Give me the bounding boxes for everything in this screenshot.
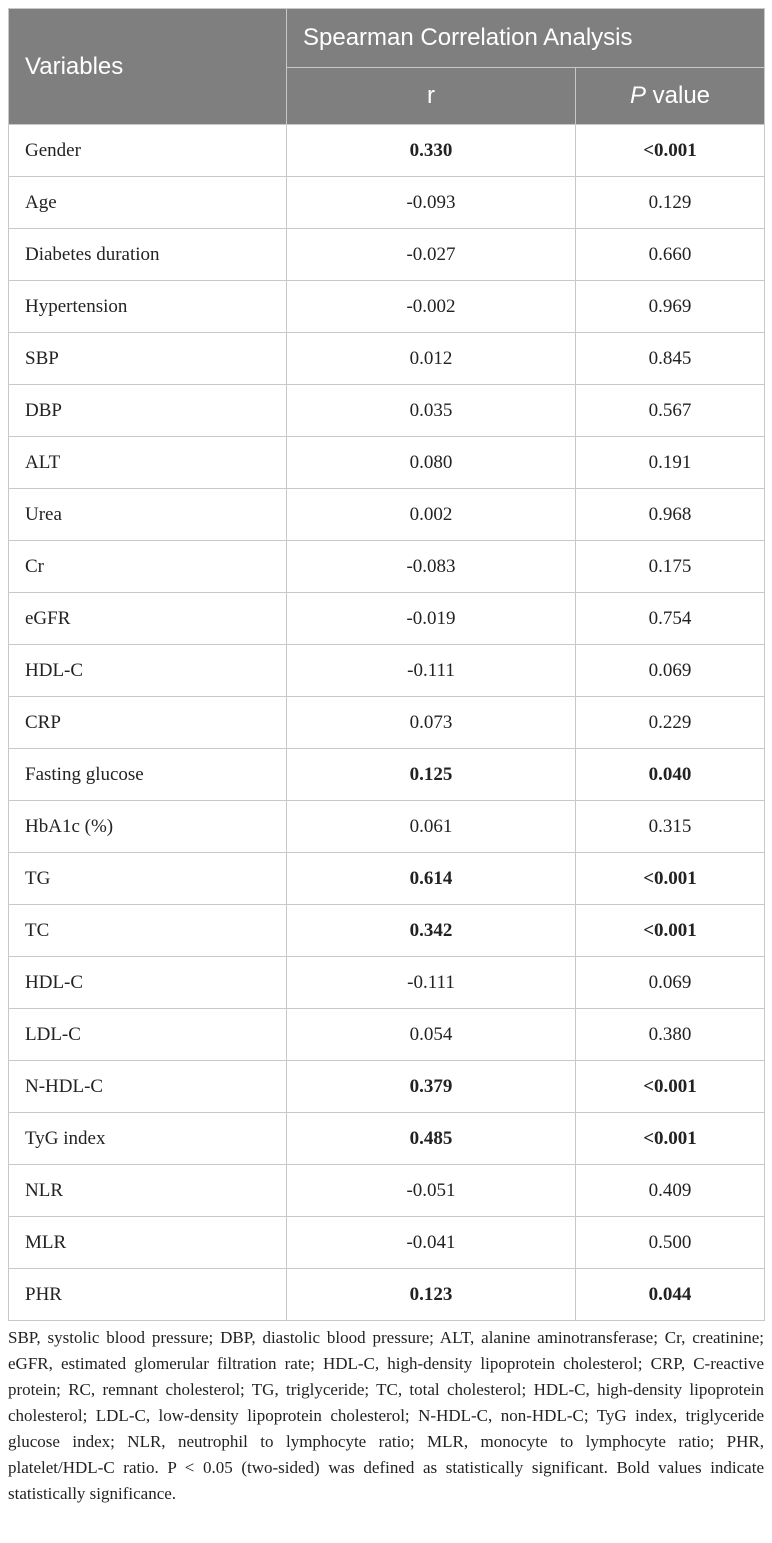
cell-variable: PHR bbox=[9, 1269, 287, 1321]
cell-variable: CRP bbox=[9, 697, 287, 749]
header-variables: Variables bbox=[9, 9, 287, 125]
cell-variable: NLR bbox=[9, 1165, 287, 1217]
cell-variable: TC bbox=[9, 905, 287, 957]
table-row bbox=[9, 125, 765, 177]
table-row bbox=[9, 333, 765, 385]
table-row bbox=[9, 645, 765, 697]
cell-r: 0.035 bbox=[287, 385, 576, 437]
table-row bbox=[9, 593, 765, 645]
cell-r: 0.123 bbox=[287, 1269, 576, 1321]
table-row bbox=[9, 1113, 765, 1165]
cell-p-value: <0.001 bbox=[576, 125, 765, 177]
cell-variable: LDL-C bbox=[9, 1009, 287, 1061]
table-row bbox=[9, 541, 765, 593]
cell-variable: Cr bbox=[9, 541, 287, 593]
cell-r: 0.485 bbox=[287, 1113, 576, 1165]
cell-r: -0.019 bbox=[287, 593, 576, 645]
cell-p-value: 0.845 bbox=[576, 333, 765, 385]
cell-r: -0.111 bbox=[287, 645, 576, 697]
cell-variable: Age bbox=[9, 177, 287, 229]
cell-variable: DBP bbox=[9, 385, 287, 437]
header-p-rest: value bbox=[645, 82, 711, 109]
cell-r: 0.080 bbox=[287, 437, 576, 489]
cell-variable: ALT bbox=[9, 437, 287, 489]
table-row bbox=[9, 177, 765, 229]
cell-p-value: 0.069 bbox=[576, 957, 765, 1009]
table-container bbox=[8, 8, 764, 1321]
cell-p-value: 0.040 bbox=[576, 749, 765, 801]
cell-p-value: 0.500 bbox=[576, 1217, 765, 1269]
cell-p-value: <0.001 bbox=[576, 905, 765, 957]
cell-p-value: <0.001 bbox=[576, 853, 765, 905]
table-row bbox=[9, 749, 765, 801]
cell-r: 0.012 bbox=[287, 333, 576, 385]
cell-p-value: 0.968 bbox=[576, 489, 765, 541]
cell-r: 0.379 bbox=[287, 1061, 576, 1113]
table-row bbox=[9, 905, 765, 957]
cell-p-value: 0.754 bbox=[576, 593, 765, 645]
cell-p-value: <0.001 bbox=[576, 1061, 765, 1113]
cell-r: 0.125 bbox=[287, 749, 576, 801]
cell-r: 0.002 bbox=[287, 489, 576, 541]
cell-p-value: <0.001 bbox=[576, 1113, 765, 1165]
cell-p-value: 0.229 bbox=[576, 697, 765, 749]
cell-r: 0.054 bbox=[287, 1009, 576, 1061]
header-p-value bbox=[576, 68, 765, 125]
cell-r: -0.051 bbox=[287, 1165, 576, 1217]
cell-variable: Urea bbox=[9, 489, 287, 541]
cell-r: 0.342 bbox=[287, 905, 576, 957]
table-row bbox=[9, 1217, 765, 1269]
cell-r: -0.083 bbox=[287, 541, 576, 593]
cell-r: -0.002 bbox=[287, 281, 576, 333]
cell-p-value: 0.044 bbox=[576, 1269, 765, 1321]
table-row bbox=[9, 1269, 765, 1321]
cell-variable: Gender bbox=[9, 125, 287, 177]
table-footnote: SBP, systolic blood pressure; DBP, diastolic blood pressure; ALT, alanine aminotransferase; Cr, creatinine; eGFR, estimated glomerular filtration rate; HDL-C, high-density lipoprotein cholesterol; CRP, C-reactive protein; RC, remnant cholesterol; TG, triglyceride; TC, total cholesterol; HDL-C, high-density lipoprotein cholesterol; LDL-C, low-density lipoprotein cholesterol; N-HDL-C, non-HDL-C; TyG index, triglyceride glucose index; NLR, neutrophil to lymphocyte ratio; MLR, monocyte to lymphocyte ratio; PHR, platelet/HDL-C ratio. P < 0.05 (two-sided) was defined as statistically significant. Bold values indicate statistically significance. bbox=[8, 1328, 764, 1503]
cell-r: 0.614 bbox=[287, 853, 576, 905]
cell-p-value: 0.380 bbox=[576, 1009, 765, 1061]
table-header bbox=[9, 9, 765, 125]
table-row bbox=[9, 437, 765, 489]
cell-p-value: 0.660 bbox=[576, 229, 765, 281]
table-row bbox=[9, 1009, 765, 1061]
cell-variable: TyG index bbox=[9, 1113, 287, 1165]
cell-p-value: 0.409 bbox=[576, 1165, 765, 1217]
table-row bbox=[9, 489, 765, 541]
table-body bbox=[9, 125, 765, 1321]
header-spearman-group: Spearman Correlation Analysis bbox=[287, 9, 765, 68]
table-row bbox=[9, 957, 765, 1009]
cell-r: 0.061 bbox=[287, 801, 576, 853]
cell-p-value: 0.969 bbox=[576, 281, 765, 333]
table-row bbox=[9, 281, 765, 333]
cell-r: 0.330 bbox=[287, 125, 576, 177]
cell-variable: SBP bbox=[9, 333, 287, 385]
cell-p-value: 0.191 bbox=[576, 437, 765, 489]
table-row bbox=[9, 1061, 765, 1113]
cell-r: -0.111 bbox=[287, 957, 576, 1009]
cell-variable: eGFR bbox=[9, 593, 287, 645]
cell-variable: HDL-C bbox=[9, 957, 287, 1009]
spearman-correlation-table bbox=[8, 8, 765, 1321]
cell-variable: Hypertension bbox=[9, 281, 287, 333]
cell-variable: MLR bbox=[9, 1217, 287, 1269]
cell-variable: HDL-C bbox=[9, 645, 287, 697]
cell-r: -0.041 bbox=[287, 1217, 576, 1269]
table-row bbox=[9, 697, 765, 749]
cell-p-value: 0.129 bbox=[576, 177, 765, 229]
cell-variable: Diabetes duration bbox=[9, 229, 287, 281]
table-row bbox=[9, 801, 765, 853]
header-p-italic: P bbox=[629, 82, 646, 109]
table-row bbox=[9, 229, 765, 281]
cell-variable: Fasting glucose bbox=[9, 749, 287, 801]
cell-variable: TG bbox=[9, 853, 287, 905]
cell-variable: HbA1c (%) bbox=[9, 801, 287, 853]
header-row-top bbox=[9, 9, 765, 68]
cell-variable: N-HDL-C bbox=[9, 1061, 287, 1113]
header-r: r bbox=[287, 68, 576, 125]
cell-p-value: 0.567 bbox=[576, 385, 765, 437]
table-row bbox=[9, 385, 765, 437]
cell-r: -0.027 bbox=[287, 229, 576, 281]
table-row bbox=[9, 1165, 765, 1217]
cell-p-value: 0.315 bbox=[576, 801, 765, 853]
cell-r: -0.093 bbox=[287, 177, 576, 229]
cell-r: 0.073 bbox=[287, 697, 576, 749]
cell-p-value: 0.069 bbox=[576, 645, 765, 697]
table-row bbox=[9, 853, 765, 905]
cell-p-value: 0.175 bbox=[576, 541, 765, 593]
